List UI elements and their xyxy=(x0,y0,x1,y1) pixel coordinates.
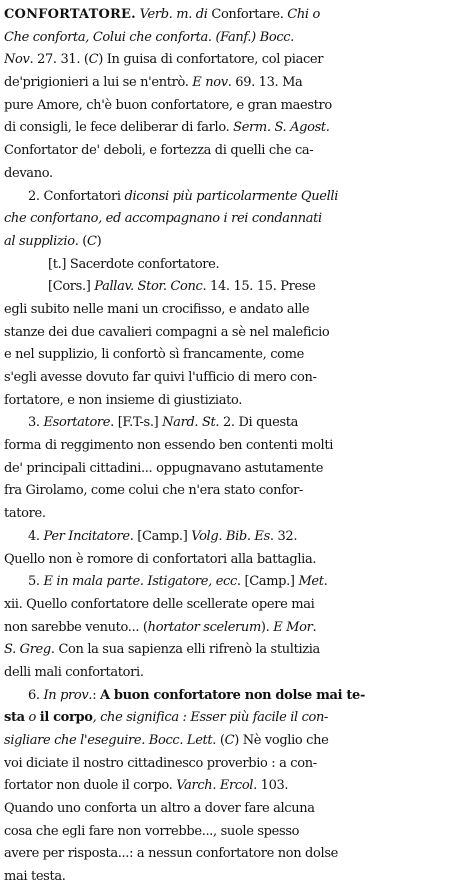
text-run: al supplizio xyxy=(4,233,75,249)
text-run: 5. xyxy=(28,574,44,590)
text-line xyxy=(4,594,468,617)
text-run: C xyxy=(224,733,235,748)
text-run: [ xyxy=(48,256,53,272)
text-run: Verb. m. di xyxy=(135,7,212,22)
text-run: . [Camp.] xyxy=(236,574,299,590)
text-run: , che significa : Esser più facile il con- xyxy=(92,710,329,726)
text-run: diconsi più particolarmente Quelli xyxy=(124,188,339,204)
text-run: E Mor xyxy=(273,619,313,635)
text-run: .: xyxy=(88,687,101,703)
text-run: . 2. Di questa xyxy=(215,415,299,431)
text-line xyxy=(4,163,468,186)
text-line xyxy=(4,276,468,299)
text-line xyxy=(4,72,468,95)
text-line xyxy=(4,412,468,435)
text-run: Serm. S. Agost. xyxy=(233,120,330,136)
text-run: Met xyxy=(298,574,324,590)
text-run: CONFORTATORE. xyxy=(4,7,136,22)
text-line xyxy=(4,730,468,753)
text-line xyxy=(4,571,468,594)
text-run: ) xyxy=(96,233,102,249)
text-line xyxy=(4,662,468,685)
text-line xyxy=(4,208,468,231)
text-line xyxy=(4,117,468,140)
text-line xyxy=(4,322,468,345)
text-run: o xyxy=(24,710,40,726)
text-run: . 32. xyxy=(269,528,298,544)
text-run: sta xyxy=(4,710,25,726)
text-run: il corpo xyxy=(39,710,93,726)
text-line xyxy=(4,254,468,277)
text-run: . 27. 31. ( xyxy=(29,52,89,68)
text-run: Quello non è romore di confortatori alla battaglia. xyxy=(4,551,317,567)
text-run: Quando uno conforta un altro a dover fare alcuna xyxy=(4,801,315,817)
text-run: . 69. 13. Ma xyxy=(227,75,303,91)
text-line xyxy=(4,685,468,708)
text-run: pure Amore, ch'è buon confortatore, e gran maestro xyxy=(4,97,332,113)
text-line xyxy=(4,390,468,413)
text-line xyxy=(4,480,468,503)
text-run: 2. Confortatori xyxy=(28,188,125,204)
text-run: s'egli avesse dovuto far quivi l'ufficio di mero con- xyxy=(4,370,317,385)
text-run: hortator scelerum xyxy=(147,619,261,635)
text-run: Pallav. Stor. Conc xyxy=(94,279,203,295)
text-run: devano. xyxy=(4,165,53,181)
text-run: e nel supplizio, li confortò sì francamente, come xyxy=(4,347,304,363)
text-run: 3. xyxy=(28,415,44,431)
text-run: E in mala parte. Istigatore, ecc xyxy=(43,574,237,590)
text-run: Varch. Ercol xyxy=(176,778,254,794)
text-run: ) Nè voglio che xyxy=(234,733,329,748)
text-line xyxy=(4,503,468,526)
text-run: Che conforta, Colui che conforta. (Fanf.) Bocc. xyxy=(4,29,295,45)
text-line xyxy=(4,95,468,118)
text-run: de'prigionieri a lui se n'entrò. xyxy=(4,75,193,91)
text-line xyxy=(4,775,468,798)
text-run: . 103. xyxy=(253,778,289,794)
text-line xyxy=(4,843,468,866)
text-run: E nov xyxy=(192,75,228,91)
text-run: . ( xyxy=(212,733,225,748)
text-line xyxy=(4,526,468,549)
text-line xyxy=(4,4,468,27)
text-run: Esortatore xyxy=(43,415,111,431)
text-run: Nard. St xyxy=(162,415,216,431)
text-run: voi diciate il nostro cittadinesco proverbio : a con- xyxy=(4,755,317,771)
text-run: xii. Quello confortatore delle scellerate opere mai xyxy=(4,596,315,612)
text-run: .] Sacerdote confortatore. xyxy=(57,256,220,272)
text-run: . Con la sua sapienza elli rifrenò la stultizia xyxy=(50,642,320,658)
text-line xyxy=(4,821,468,844)
text-run: 6. xyxy=(28,687,44,703)
text-run: sigliare che l'eseguire. Bocc. Lett xyxy=(4,733,213,748)
text-run: C xyxy=(88,52,99,68)
text-line xyxy=(4,549,468,572)
text-run: delli mali confortatori. xyxy=(4,664,144,680)
text-line xyxy=(4,435,468,458)
text-run: In prov xyxy=(43,687,89,703)
text-line xyxy=(4,617,468,640)
text-run: 4. xyxy=(28,528,44,544)
text-run: Confortator de' deboli, e fortezza di quelli che ca- xyxy=(4,143,314,159)
text-run: stanze dei due cavalieri compagni a sè nel maleficio xyxy=(4,324,330,340)
text-run: t xyxy=(52,256,58,272)
text-run: fra Girolamo, come colui che n'era stato confor- xyxy=(4,483,303,499)
text-run: Nov xyxy=(4,52,30,68)
text-run: cosa che egli fare non vorrebbe..., suole spesso xyxy=(4,823,300,839)
text-run: . ( xyxy=(74,233,87,249)
text-run: . xyxy=(312,619,317,635)
text-line xyxy=(4,458,468,481)
text-run: Confortare xyxy=(211,7,280,22)
text-line xyxy=(4,367,468,390)
text-line xyxy=(4,344,468,367)
text-run: . Chi o xyxy=(279,7,320,22)
text-run: . xyxy=(323,574,328,590)
text-run: . [F.T-s.] xyxy=(110,415,163,431)
text-run: C xyxy=(86,233,97,249)
text-line xyxy=(4,27,468,50)
text-run: Per Incitatore xyxy=(43,528,130,544)
text-run: avere per risposta...: a nessun confortatore non dolse xyxy=(4,846,338,862)
text-line xyxy=(4,299,468,322)
text-run: forma di reggimento non essendo ben contenti molti xyxy=(4,438,334,454)
text-line xyxy=(4,866,468,889)
text-run: non sarebbe venuto... ( xyxy=(4,619,148,635)
text-run: che confortano, ed accompagnano i rei condannati xyxy=(4,211,322,227)
text-line xyxy=(4,753,468,776)
text-line xyxy=(4,798,468,821)
text-line xyxy=(4,49,468,72)
text-line xyxy=(4,707,468,730)
text-line xyxy=(4,231,468,254)
text-run: [Cors.] xyxy=(48,279,95,295)
text-run: . [Camp.] xyxy=(129,528,192,544)
text-run: fortator non duole il corpo. xyxy=(4,778,177,794)
text-line xyxy=(4,639,468,662)
text-run: tatore. xyxy=(4,506,46,522)
text-run: A buon confortatore non dolse mai te- xyxy=(100,687,365,703)
text-run: egli subito nelle mani un crocifisso, e andato alle xyxy=(4,301,310,317)
text-run: . 14. 15. 15. Prese xyxy=(202,279,316,295)
text-run: Volg. Bib. Es xyxy=(191,528,270,544)
text-line xyxy=(4,140,468,163)
text-run: ). xyxy=(260,619,274,635)
text-run: S. Greg xyxy=(4,642,51,658)
text-run: de' principali cittadini... oppugnavano astutamente xyxy=(4,460,324,476)
text-run: mai testa. xyxy=(4,869,66,885)
text-run: fortatore, e non insieme di giustiziato. xyxy=(4,392,243,408)
text-run: ) In guisa di confortatore, col piacer xyxy=(98,52,324,68)
text-line xyxy=(4,186,468,209)
text-run: di consigli, le fece deliberar di farlo. xyxy=(4,120,234,136)
